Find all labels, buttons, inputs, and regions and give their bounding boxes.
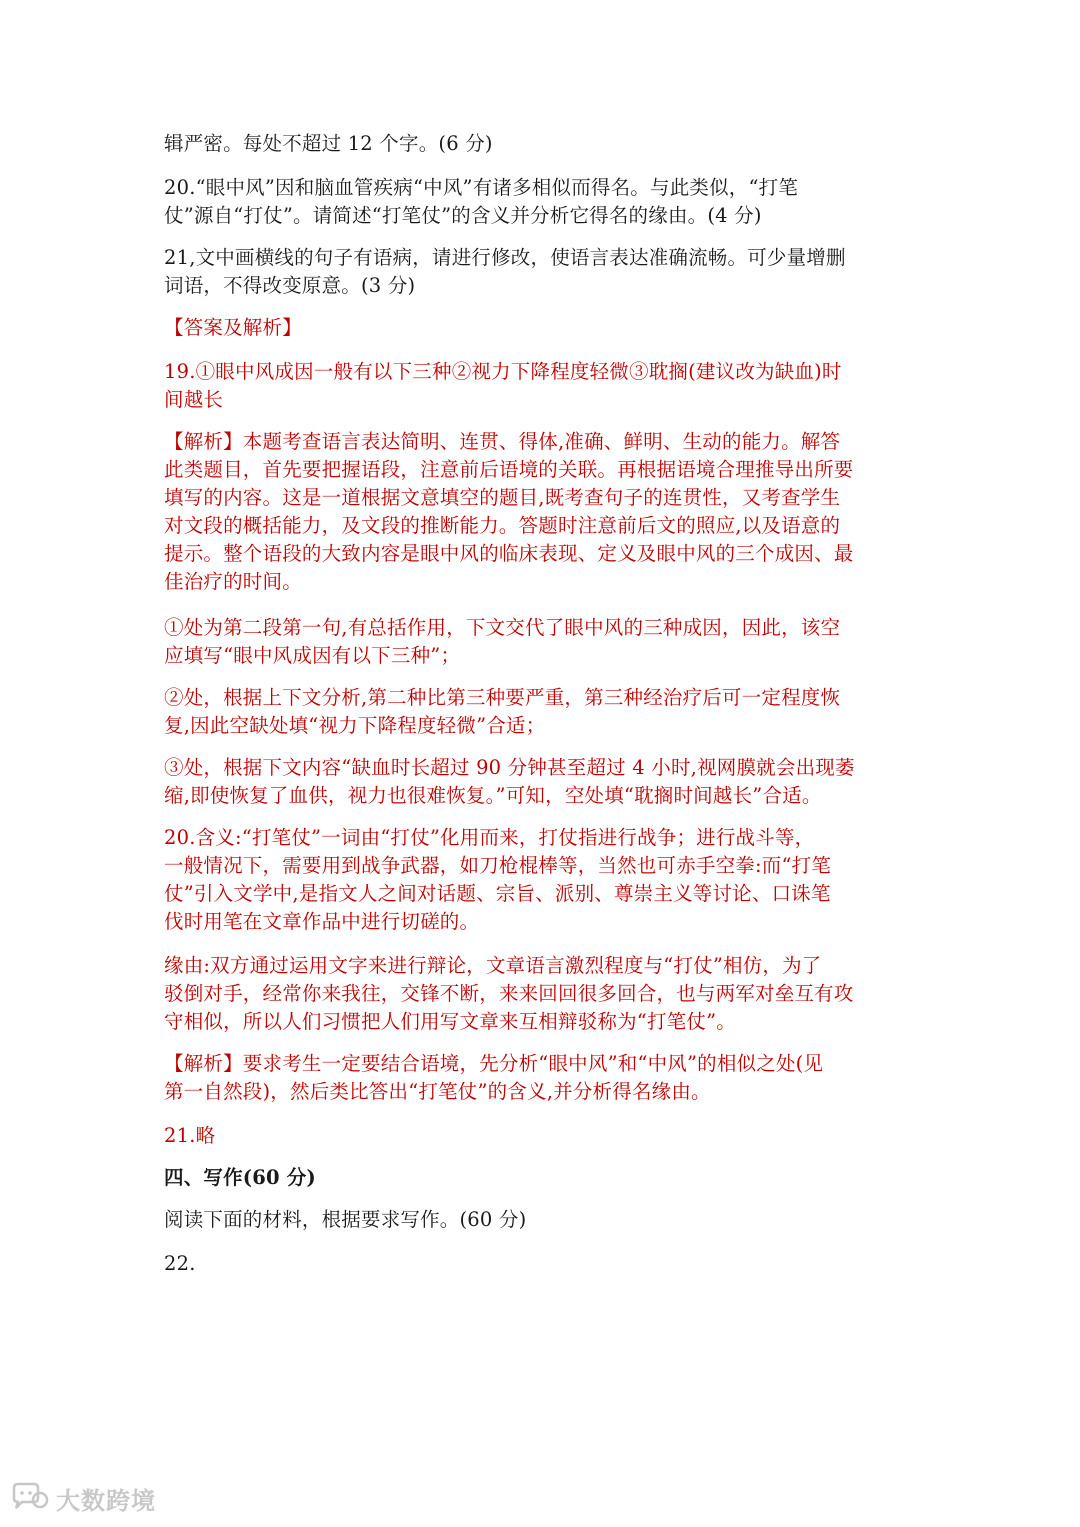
answer-20-reason: 缘由:双方通过运用文字来进行辩论，文章语言激烈程度与“打仗”相仿，为了 驳倒对手，经常你来我往，交锋不断，来来回回很多回合，也与两军对垒互有攻 守相似，所以人们习惯把人们用写文章来互相辩驳称为“打笔仗”。 xyxy=(164,954,854,1033)
question-21: 21,文中画横线的句子有语病，请进行修改，使语言表达准确流畅。可少量增删 词语，不得改变原意。(3 分) xyxy=(164,246,846,297)
chat-bubble-logo-icon xyxy=(10,1482,52,1514)
analysis-blank-1: ①处为第二段第一句,有总括作用，下文交代了眼中风的三种成因，因此，该空 应填写“眼中风成因有以下三种”； xyxy=(164,616,841,667)
answer-19: 19.①眼中风成因一般有以下三种②视力下降程度轻微③耽搁(建议改为缺血)时 间越长 xyxy=(164,360,842,411)
question-22: 22. xyxy=(164,1252,196,1275)
analysis-blank-2: ②处，根据上下文分析,第二种比第三种要严重，第三种经治疗后可一定程度恢 复,因此空缺处填“视力下降程度轻微”合适； xyxy=(164,686,841,737)
question-19-tail: 辑严密。每处不超过 12 个字。(6 分) xyxy=(164,132,493,155)
writing-instruction: 阅读下面的材料，根据要求写作。(60 分) xyxy=(164,1208,527,1231)
section-heading-writing: 四、写作(60 分) xyxy=(164,1166,316,1189)
question-20: 20.“眼中风”因和脑血管疾病“中风”有诸多相似而得名。与此类似，“打笔 仗”源自“打仗”。请简述“打笔仗”的含义并分析它得名的缘由。(4 分) xyxy=(164,176,799,227)
watermark-text: 大数跨境 xyxy=(56,1486,156,1515)
answer-21: 21.略 xyxy=(164,1124,216,1147)
answer-heading: 【答案及解析】 xyxy=(164,316,302,339)
analysis-20: 【解析】要求考生一定要结合语境，先分析“眼中风”和“中风”的相似之处(见 第一自然段)，然后类比答出“打笔仗”的含义,并分析得名缘由。 xyxy=(164,1052,824,1103)
answer-20-meaning: 20.含义:“打笔仗”一词由“打仗”化用而来，打仗指进行战争；进行战斗等， 一般情况下，需要用到战争武器，如刀枪棍棒等，当然也可赤手空拳:而“打笔 仗”引入文学中,是指文人之间对话题、宗旨、派别、尊崇主义等讨论、口诛笔 伐时用笔在文章作品中进行切磋的。 xyxy=(164,826,832,933)
analysis-19: 【解析】本题考查语言表达简明、连贯、得体,准确、鲜明、生动的能力。解答 此类题目，首先要把握语段，注意前后语境的关联。再根据语境合理推导出所要 填写的内容。这是一道根据文意填空的题目,既考查句子的连贯性，又考查学生 对文段的概括能力，及文段的推断能力。答题时注意前后文的照应,以及语意的 提示。整个语段的大致内容是眼中风的临床表现、定义及眼中风的三个成因、最 佳治疗的时间。 xyxy=(164,430,854,593)
analysis-blank-3: ③处，根据下文内容“缺血时长超过 90 分钟甚至超过 4 小时,视网膜就会出现萎 缩,即使恢复了血供，视力也很难恢复。”可知，空处填“耽搁时间越长”合适。 xyxy=(164,756,855,807)
watermark xyxy=(10,1480,156,1516)
